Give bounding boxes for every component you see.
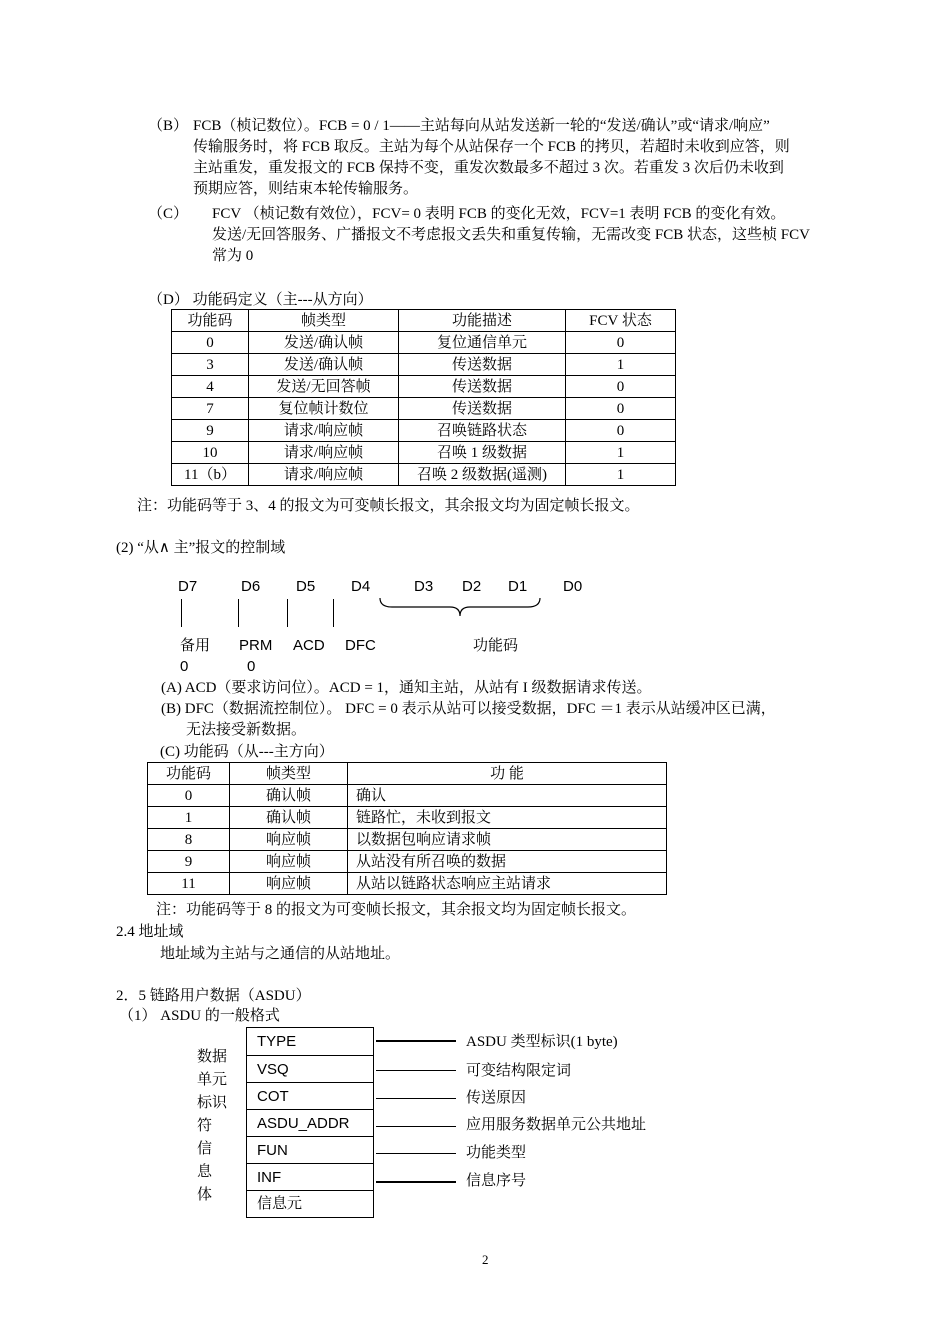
table-cell: 4 bbox=[172, 376, 249, 398]
table-header-row bbox=[148, 763, 667, 785]
bit-value-prm: 0 bbox=[247, 658, 256, 675]
table-cell: 9 bbox=[148, 851, 230, 873]
asdu-field-type: TYPE bbox=[257, 1033, 297, 1050]
asdu-label-char: 息 bbox=[197, 1164, 213, 1180]
bit-tick bbox=[238, 599, 239, 627]
table2-note: 注：功能码等于 8 的报文为可变帧长报文，其余报文均为固定帧长报文。 bbox=[156, 902, 637, 918]
asdu-field-info-element: 信息元 bbox=[247, 1190, 373, 1217]
table-cell: 发送/无回答帧 bbox=[249, 376, 399, 398]
table-cell: 传送数据 bbox=[399, 354, 566, 376]
table-header: 帧类型 bbox=[249, 310, 399, 332]
bit-label-d2: D2 bbox=[462, 578, 482, 595]
table-row bbox=[148, 807, 667, 829]
asdu-field-vsq: VSQ bbox=[247, 1055, 373, 1082]
bit-label-d0: D0 bbox=[563, 578, 583, 595]
bit-name-prm: PRM bbox=[239, 637, 273, 654]
table-cell: 发送/确认帧 bbox=[249, 354, 399, 376]
table-cell: 请求/响应帧 bbox=[249, 464, 399, 486]
connector-line bbox=[376, 1181, 456, 1183]
table-cell: 10 bbox=[172, 442, 249, 464]
table-cell: 确认帧 bbox=[230, 807, 348, 829]
table-cell: 8 bbox=[148, 829, 230, 851]
function-code-brace-icon bbox=[378, 596, 542, 618]
table-cell: 1 bbox=[566, 464, 676, 486]
table1-caption: （D） 功能码定义（主---从方向） bbox=[148, 292, 373, 308]
table2-caption: (C) 功能码（从---主方向） bbox=[160, 744, 334, 760]
connector-line bbox=[376, 1153, 456, 1154]
table-row bbox=[172, 442, 676, 464]
asdu-label-char: 单元 bbox=[197, 1072, 228, 1088]
asdu-desc-type: ASDU 类型标识(1 byte) bbox=[466, 1034, 618, 1050]
table-cell: 以数据包响应请求帧 bbox=[348, 829, 667, 851]
function-code-table-master bbox=[171, 309, 676, 486]
table-cell: 0 bbox=[172, 332, 249, 354]
asdu-desc-cot: 传送原因 bbox=[466, 1090, 527, 1106]
table-cell: 1 bbox=[148, 807, 230, 829]
asdu-label-char: 符 bbox=[197, 1118, 213, 1134]
para-b-line: 主站重发，重发报文的 FCB 保持不变，重发次数最多不超过 3 次。若重发 3 次后仍未收到 bbox=[193, 160, 784, 176]
table-cell: 传送数据 bbox=[399, 376, 566, 398]
table-row bbox=[148, 873, 667, 895]
table-header: 帧类型 bbox=[230, 763, 348, 785]
bit-name-acd: ACD bbox=[293, 637, 325, 654]
table-cell: 1 bbox=[566, 442, 676, 464]
para-b-marker: （B） bbox=[148, 118, 189, 134]
table-header: FCV 状态 bbox=[566, 310, 676, 332]
para-c-line: 发送/无回答服务、广播报文不考虑报文丢失和重复传输，无需改变 FCB 状态，这些桢 FCV bbox=[212, 227, 810, 243]
table-header: 功能描述 bbox=[399, 310, 566, 332]
asdu-identifier-label bbox=[197, 1046, 227, 1138]
asdu-field-fun: FUN bbox=[247, 1136, 373, 1163]
asdu-label-char: 信 bbox=[197, 1141, 213, 1157]
table-row bbox=[172, 332, 676, 354]
table-cell: 召唤 1 级数据 bbox=[399, 442, 566, 464]
para-c-marker: （C） bbox=[148, 206, 189, 222]
dfc-description-cont: 无法接受新数据。 bbox=[186, 722, 307, 738]
table-row bbox=[148, 785, 667, 807]
table-cell: 请求/响应帧 bbox=[249, 442, 399, 464]
table-cell: 0 bbox=[566, 332, 676, 354]
bit-tick bbox=[287, 599, 288, 627]
para-b-line: 预期应答，则结束本轮传输服务。 bbox=[193, 181, 419, 197]
asdu-label-char: 体 bbox=[197, 1187, 213, 1203]
section-2-5-title: 2．5 链路用户数据（ASDU） bbox=[116, 988, 311, 1004]
connector-line bbox=[376, 1126, 456, 1127]
table-cell: 复位帧计数位 bbox=[249, 398, 399, 420]
para-c bbox=[212, 204, 872, 267]
connector-line bbox=[376, 1098, 456, 1099]
table-row bbox=[172, 464, 676, 486]
asdu-desc-inf: 信息序号 bbox=[466, 1173, 527, 1189]
section-2-4-body: 地址域为主站与之通信的从站地址。 bbox=[160, 946, 401, 962]
table-cell: 1 bbox=[566, 354, 676, 376]
table-cell: 11 bbox=[148, 873, 230, 895]
bit-tick bbox=[181, 599, 182, 627]
table-cell: 0 bbox=[566, 420, 676, 442]
bit-label-d3: D3 bbox=[414, 578, 434, 595]
table-cell: 11（b） bbox=[172, 464, 249, 486]
table-cell: 从站以链路状态响应主站请求 bbox=[348, 873, 667, 895]
asdu-structure-box bbox=[246, 1027, 374, 1218]
table-cell: 响应帧 bbox=[230, 829, 348, 851]
section-2-4-title: 2.4 地址域 bbox=[116, 924, 184, 940]
asdu-desc-vsq: 可变结构限定词 bbox=[466, 1063, 572, 1079]
para-b bbox=[193, 116, 873, 200]
table-header: 功能码 bbox=[148, 763, 230, 785]
bit-name-reserved: 备用 bbox=[180, 638, 211, 654]
table-cell: 从站没有所召唤的数据 bbox=[348, 851, 667, 873]
table-cell: 传送数据 bbox=[399, 398, 566, 420]
table-row bbox=[172, 398, 676, 420]
bit-name-dfc: DFC bbox=[345, 637, 376, 654]
table-row bbox=[172, 376, 676, 398]
acd-description: (A) ACD（要求访问位）。ACD = 1，通知主站，从站有 I 级数据请求传送。 bbox=[161, 680, 652, 696]
table-cell: 9 bbox=[172, 420, 249, 442]
para-c-line: 常为 0 bbox=[212, 248, 254, 264]
bit-name-function-code: 功能码 bbox=[473, 638, 519, 654]
para-b-line: FCB（桢记数位）。FCB = 0 / 1——主站每向从站发送新一轮的“发送/确认”或“请求/响应” bbox=[193, 118, 770, 134]
connector-line bbox=[376, 1040, 456, 1042]
connector-line bbox=[376, 1070, 456, 1071]
table-cell: 7 bbox=[172, 398, 249, 420]
para-c-line: FCV （桢记数有效位），FCV= 0 表明 FCB 的变化无效，FCV=1 表明 FCB 的变化有效。 bbox=[212, 206, 786, 222]
asdu-label-char: 数据 bbox=[197, 1049, 228, 1065]
page-number: 2 bbox=[482, 1252, 489, 1267]
table-cell: 0 bbox=[148, 785, 230, 807]
asdu-desc-fun: 功能类型 bbox=[466, 1145, 527, 1161]
bit-label-d7: D7 bbox=[178, 578, 198, 595]
bit-label-d1: D1 bbox=[508, 578, 528, 595]
table-header: 功能码 bbox=[172, 310, 249, 332]
para-b-line: 传输服务时，将 FCB 取反。主站为每个从站保存一个 FCB 的拷贝，若超时未收到应答，则 bbox=[193, 139, 790, 155]
section2-title: (2) “从∧ 主”报文的控制域 bbox=[116, 540, 286, 556]
table-header-row bbox=[172, 310, 676, 332]
table-cell: 3 bbox=[172, 354, 249, 376]
dfc-description: (B) DFC（数据流控制位）。 DFC = 0 表示从站可以接受数据，DFC ＝1 表示从站缓冲区已满， bbox=[161, 701, 776, 717]
table-cell: 0 bbox=[566, 376, 676, 398]
table-cell: 链路忙，未收到报文 bbox=[348, 807, 667, 829]
table-cell: 请求/响应帧 bbox=[249, 420, 399, 442]
table-row bbox=[148, 829, 667, 851]
table-cell: 复位通信单元 bbox=[399, 332, 566, 354]
asdu-field-inf: INF bbox=[247, 1163, 373, 1190]
asdu-desc-addr: 应用服务数据单元公共地址 bbox=[466, 1117, 647, 1133]
bit-label-d4: D4 bbox=[351, 578, 371, 595]
table-cell: 响应帧 bbox=[230, 873, 348, 895]
bit-tick bbox=[333, 599, 334, 627]
asdu-label-char: 标识 bbox=[197, 1095, 228, 1111]
table-cell: 响应帧 bbox=[230, 851, 348, 873]
table-row bbox=[172, 354, 676, 376]
function-code-table-slave bbox=[147, 762, 667, 895]
table-cell: 确认 bbox=[348, 785, 667, 807]
asdu-field-cot: COT bbox=[247, 1082, 373, 1109]
table-row bbox=[148, 851, 667, 873]
bit-label-d5: D5 bbox=[296, 578, 316, 595]
table-cell: 召唤链路状态 bbox=[399, 420, 566, 442]
asdu-field-asdu-addr: ASDU_ADDR bbox=[247, 1109, 373, 1136]
bit-label-d6: D6 bbox=[241, 578, 261, 595]
table-cell: 确认帧 bbox=[230, 785, 348, 807]
table-cell: 召唤 2 级数据(遥测) bbox=[399, 464, 566, 486]
bit-value-reserved: 0 bbox=[180, 658, 189, 675]
table-cell: 0 bbox=[566, 398, 676, 420]
asdu-info-body-label bbox=[197, 1138, 212, 1207]
table-header: 功 能 bbox=[348, 763, 667, 785]
table-cell: 发送/确认帧 bbox=[249, 332, 399, 354]
section-2-5-subtitle: （1） ASDU 的一般格式 bbox=[119, 1008, 280, 1024]
table-row bbox=[172, 420, 676, 442]
table1-note: 注：功能码等于 3、4 的报文为可变帧长报文，其余报文均为固定帧长报文。 bbox=[137, 498, 640, 514]
